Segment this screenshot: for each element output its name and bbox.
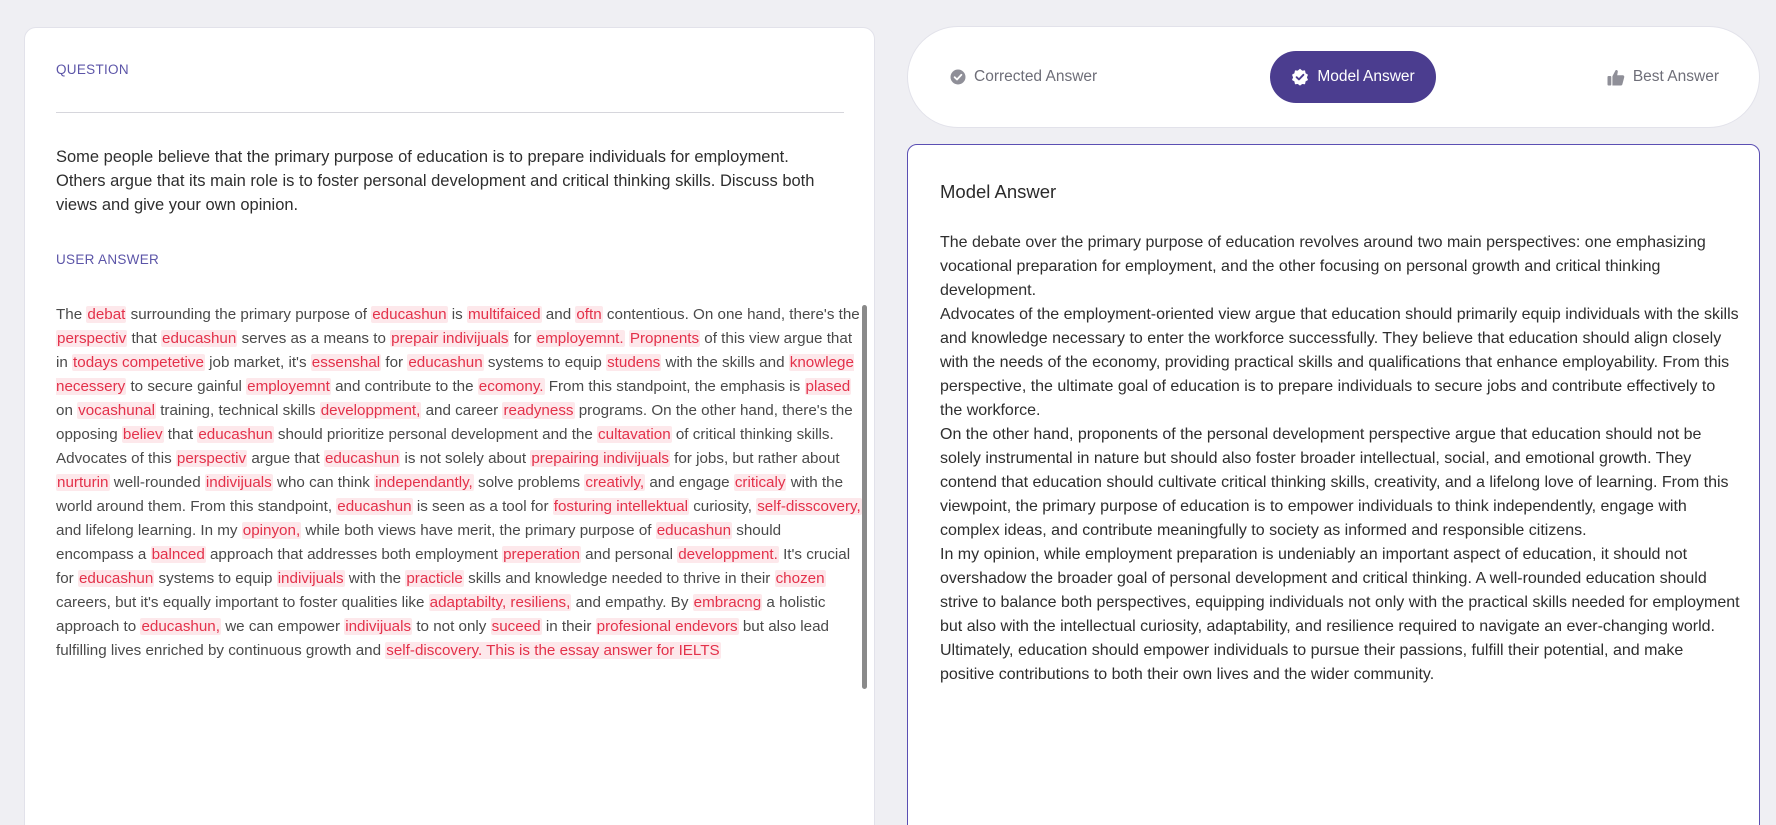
error-highlight[interactable]: indivijuals — [277, 570, 344, 587]
error-highlight[interactable]: employemnt. — [536, 330, 624, 347]
answer-text-segment: careers, but it's equally important to foster qualities like — [56, 594, 429, 611]
answer-text-segment: with the world around them. From this standpoint, — [56, 474, 844, 515]
error-highlight[interactable]: fosturing intellektual — [553, 498, 688, 515]
check-circle-icon — [950, 69, 966, 85]
error-highlight[interactable]: chozen — [775, 570, 825, 587]
error-highlight[interactable]: plased — [805, 378, 851, 395]
answer-text-segment: for — [381, 354, 408, 371]
model-answer-text — [940, 231, 1740, 687]
error-highlight[interactable]: educashun — [198, 426, 273, 443]
answer-text-segment: for — [509, 330, 536, 347]
answer-text-segment: and contribute to the — [330, 378, 478, 395]
answer-tabs — [907, 26, 1760, 128]
error-highlight[interactable]: adaptabilty, resiliens, — [429, 594, 571, 611]
error-highlight[interactable]: prepair indivijuals — [391, 330, 509, 347]
model-answer-paragraph: Advocates of the employment-oriented view argue that education should primarily equip individuals with the skills and knowledge necessary to enter the workforce successfully. They believe that education should align closely with the needs of the economy, providing practical skills and qualifications that enhance employability. From this perspective, the ultimate goal of education is to prepare individuals to secure jobs and contribute effectively to the workforce. — [940, 306, 1739, 419]
divider — [56, 112, 844, 113]
answer-text-segment: It's crucial for — [56, 546, 851, 587]
error-highlight[interactable]: opinyon, — [242, 522, 301, 539]
error-highlight[interactable]: practicle — [406, 570, 463, 587]
answer-text-segment: systems to equip — [154, 570, 277, 587]
error-highlight[interactable]: criticaly — [734, 474, 786, 491]
error-highlight[interactable]: independantly, — [375, 474, 473, 491]
verified-badge-icon — [1291, 68, 1309, 86]
error-highlight[interactable]: vocashunal — [78, 402, 155, 419]
error-highlight[interactable]: embracng — [693, 594, 762, 611]
answer-text-segment: but also lead fulfilling lives enriched by continuous growth and — [56, 618, 829, 659]
answer-text-segment: of this view argue that in — [56, 330, 853, 371]
model-answer-title: Model Answer — [940, 181, 1057, 202]
model-answer-panel — [907, 144, 1760, 825]
model-answer-paragraph: In my opinion, while employment preparation is undeniably an important aspect of education, it should not overshadow the broader goal of personal development and critical thinking. A well-rounded education should strive to balance both perspectives, equipping individuals not only with the practical skills needed for employment but also with the intellectual curiosity, adaptability, and resilience required to navigate an ever-changing world. Ultimately, education should empower individuals to pursue their passions, fulfill their potential, and make positive contributions to both their own lives and the wider community. — [940, 546, 1740, 683]
error-highlight[interactable]: self-disscovery, — [757, 498, 861, 515]
answer-text-segment: and engage — [645, 474, 734, 491]
answer-text-segment: on — [56, 402, 78, 419]
error-highlight[interactable]: perspectiv — [176, 450, 247, 467]
answer-text-segment: and lifelong learning. In my — [56, 522, 242, 539]
error-highlight[interactable]: developpment, — [320, 402, 421, 419]
answer-text-segment: that — [163, 426, 198, 443]
answer-text-segment: From this standpoint, the emphasis is — [544, 378, 805, 395]
tab-corrected-answer[interactable] — [950, 51, 1097, 103]
tab-model-answer[interactable] — [1270, 51, 1436, 103]
error-highlight[interactable]: knowlege necessery — [56, 354, 854, 395]
error-highlight[interactable]: indivijuals — [345, 618, 412, 635]
tab-model-answer-label: Model Answer — [1317, 68, 1415, 85]
answer-text-segment: The — [56, 306, 87, 323]
error-highlight[interactable]: employemnt — [247, 378, 330, 395]
answer-text-segment: with the — [344, 570, 406, 587]
answer-text-segment: to not only — [412, 618, 491, 635]
error-highlight[interactable]: developpment. — [678, 546, 778, 563]
model-answer-paragraph: On the other hand, proponents of the personal development perspective argue that education should not be solely instrumental in nature but should also foster broader intellectual, social, and emotional growth. They contend that education should cultivate critical thinking skills, creativity, and a lifelong love of learning. From this viewpoint, the primary purpose of education is to empower individuals to think independently, engage with complex ideas, and contribute meaningfully to society as informed and responsible citizens. — [940, 426, 1729, 539]
error-highlight[interactable]: prepairing indivijuals — [531, 450, 669, 467]
answer-text-segment: and personal — [580, 546, 678, 563]
error-highlight[interactable]: believ — [122, 426, 163, 443]
answer-text-segment: should prioritize personal development and the — [273, 426, 598, 443]
answer-text-segment: programs. On the other hand, there's the opposing — [56, 402, 853, 443]
error-highlight[interactable]: todays competetive — [73, 354, 204, 371]
error-highlight[interactable]: indivijuals — [205, 474, 272, 491]
answer-text-segment: is — [447, 306, 467, 323]
answer-text-segment: job market, it's — [204, 354, 311, 371]
error-highlight[interactable]: debat — [87, 306, 126, 323]
answer-text-segment: in their — [541, 618, 596, 635]
error-highlight[interactable]: educashun — [324, 450, 400, 467]
user-answer-text — [56, 303, 862, 663]
answer-text-segment: that — [127, 330, 162, 347]
error-highlight[interactable]: educashun — [162, 330, 237, 347]
error-highlight[interactable]: ecomony. — [478, 378, 544, 395]
answer-text-segment: systems to equip — [483, 354, 607, 371]
error-highlight[interactable]: perspectiv — [57, 330, 127, 347]
error-highlight[interactable]: educashun — [372, 306, 447, 323]
error-highlight[interactable]: creativly, — [585, 474, 645, 491]
user-answer-label: USER ANSWER — [56, 252, 160, 267]
error-highlight[interactable]: educashun — [337, 498, 412, 515]
answer-text-segment: should encompass a — [56, 522, 782, 563]
answer-text-segment: and empathy. By — [571, 594, 693, 611]
tab-corrected-answer-label: Corrected Answer — [974, 68, 1098, 85]
error-highlight[interactable]: profesional endevors — [596, 618, 738, 635]
answer-text-segment: of critical thinking skills. Advocates of this — [56, 426, 834, 467]
error-highlight[interactable]: educashun — [408, 354, 483, 371]
answer-text-segment: for jobs, but rather about — [669, 450, 840, 467]
question-text: Some people believe that the primary purpose of education is to prepare individuals for employment. Others argue that its main role is to foster personal development and critical thinking skills. Discuss both views and give your own opinion. — [56, 148, 815, 214]
answer-text-segment: well-rounded — [109, 474, 205, 491]
scrollbar[interactable] — [862, 305, 867, 689]
tab-best-answer[interactable] — [1607, 51, 1719, 103]
answer-text-segment: with the skills and — [661, 354, 789, 371]
error-highlight[interactable]: self-discovery. This is the essay answer for IELTS — [386, 642, 720, 659]
thumbs-up-icon — [1607, 69, 1625, 86]
answer-text-segment: a holistic approach to — [56, 594, 826, 635]
user-answer-scroll-area[interactable] — [56, 303, 867, 697]
answer-text-segment: we can empower — [220, 618, 345, 635]
answer-text-segment: surrounding the primary purpose of — [126, 306, 372, 323]
error-highlight[interactable]: cultavation — [598, 426, 671, 443]
question-panel — [24, 27, 875, 825]
error-highlight[interactable]: balnced — [151, 546, 205, 563]
error-highlight[interactable]: nurturin — [57, 474, 109, 491]
answer-text-segment: training, technical skills — [155, 402, 320, 419]
error-highlight[interactable]: preperation — [503, 546, 580, 563]
answer-text-segment: and — [541, 306, 576, 323]
error-highlight[interactable]: studens — [607, 354, 661, 371]
error-highlight[interactable]: essenshal — [311, 354, 381, 371]
answer-text-segment: and career — [421, 402, 503, 419]
answer-text-segment: argue that — [247, 450, 324, 467]
answer-text-segment: contentious. On one hand, there's the — [602, 306, 860, 323]
answer-text-segment: is seen as a tool for — [412, 498, 553, 515]
answer-text-segment: while both views have merit, the primary purpose of — [301, 522, 656, 539]
tab-best-answer-label: Best Answer — [1632, 68, 1719, 85]
answer-text-segment: solve problems — [473, 474, 585, 491]
answer-text-segment: curiosity, — [688, 498, 757, 515]
error-highlight[interactable]: Propnents — [629, 330, 700, 347]
answer-text-segment: serves as a means to — [237, 330, 391, 347]
error-highlight[interactable]: multifaiced — [467, 306, 541, 323]
error-highlight[interactable]: oftn — [576, 306, 602, 323]
answer-text-segment: skills and knowledge needed to thrive in their — [463, 570, 775, 587]
error-highlight[interactable]: readyness — [503, 402, 574, 419]
error-highlight[interactable]: educashun, — [141, 618, 220, 635]
model-answer-paragraph: The debate over the primary purpose of education revolves around two main perspectives: one emphasizing vocational preparation for employment, and the other focusing on personal growth and critical thinking development. — [940, 234, 1706, 299]
error-highlight[interactable]: suceed — [491, 618, 541, 635]
answer-text-segment: who can think — [272, 474, 375, 491]
answer-text-segment: is not solely about — [400, 450, 531, 467]
error-highlight[interactable]: educashun — [78, 570, 154, 587]
answer-text-segment: to secure gainful — [126, 378, 247, 395]
question-label: QUESTION — [56, 62, 129, 77]
answer-text-segment: approach that addresses both employment — [205, 546, 503, 563]
error-highlight[interactable]: educashun — [656, 522, 732, 539]
